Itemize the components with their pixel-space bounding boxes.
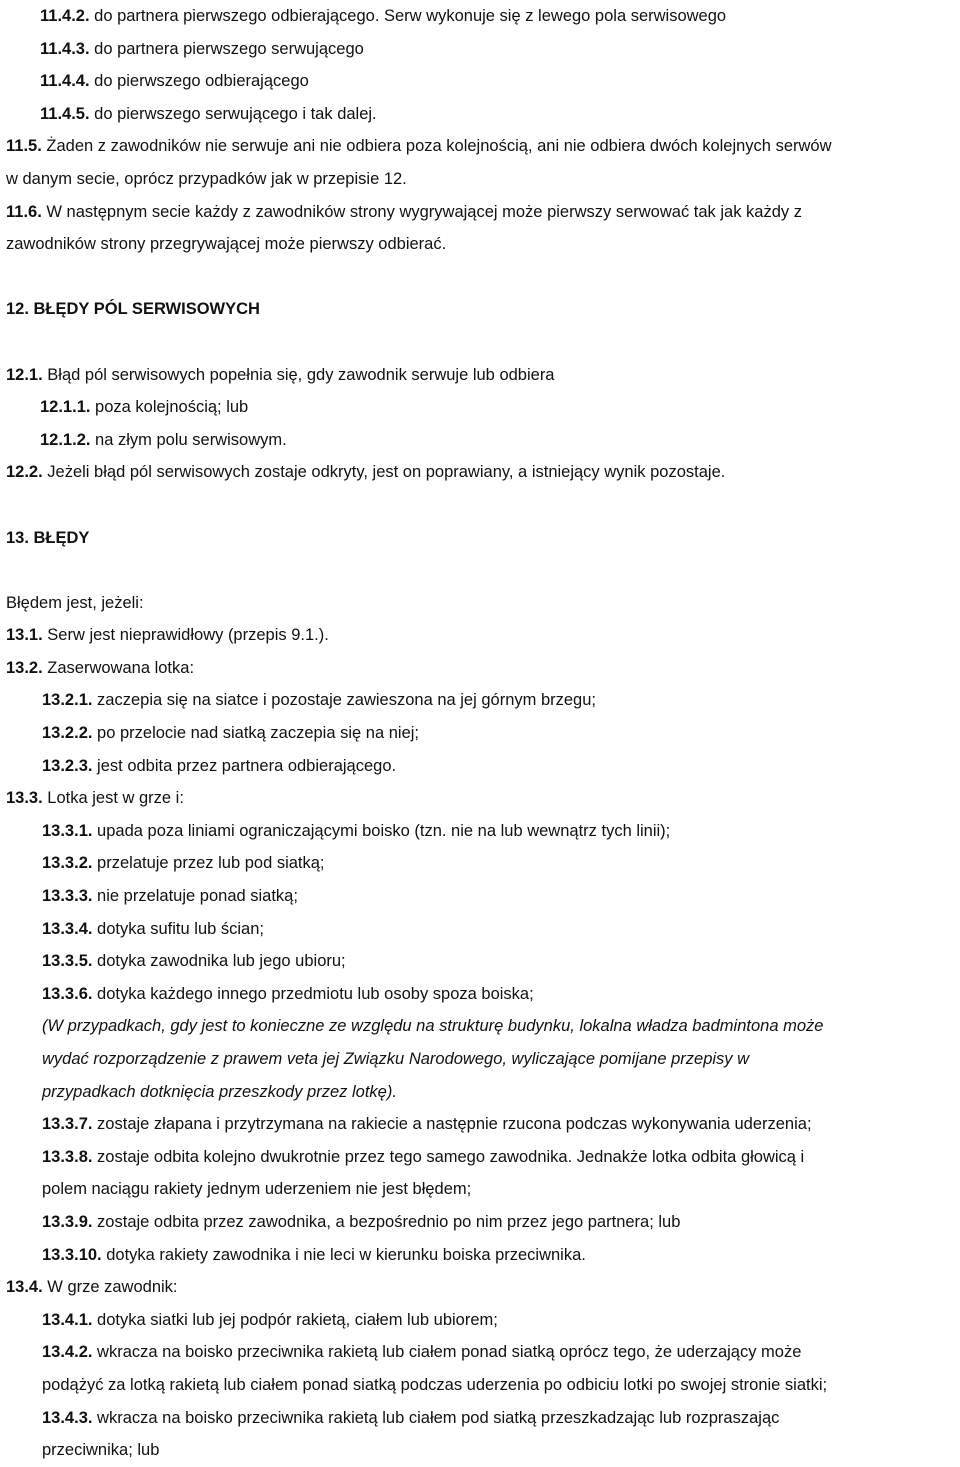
clause-number: 13.3.5. <box>42 952 93 971</box>
text-line <box>6 782 952 815</box>
section-heading <box>6 522 952 555</box>
text-line <box>6 1141 952 1174</box>
text-line <box>6 913 952 946</box>
clause-number: 13.3.8. <box>42 1147 93 1166</box>
heading-text: 13. BŁĘDY <box>6 528 90 547</box>
text-line <box>6 1043 952 1076</box>
text-line <box>6 196 952 229</box>
text-line <box>6 587 952 620</box>
clause-number: 11.5. <box>6 137 42 156</box>
clause-text: do pierwszego odbierającego <box>89 72 309 91</box>
clause-number: 13.3.10. <box>42 1245 102 1264</box>
blank-line <box>6 489 952 522</box>
text-line <box>6 1434 952 1467</box>
clause-text: na złym polu serwisowym. <box>90 430 287 449</box>
blank-line <box>6 261 952 294</box>
text-line <box>6 945 952 978</box>
clause-text: dotyka rakiety zawodnika i nie leci w kierunku boiska przeciwnika. <box>101 1245 586 1264</box>
clause-number: 13.3.7. <box>42 1115 93 1134</box>
clause-number: 11.6. <box>6 202 42 221</box>
clause-number: 13.2. <box>6 658 43 677</box>
clause-text: W grze zawodnik: <box>42 1278 178 1297</box>
clause-text: podążyć za lotką rakietą lub ciałem ponad siatką podczas uderzenia po odbiciu lotki po swojej stronie siatki; <box>42 1375 828 1394</box>
text-line <box>6 424 952 457</box>
text-line <box>6 750 952 783</box>
clause-number: 12.2. <box>6 463 43 482</box>
clause-text: wydać rozporządzenie z prawem veta jej Związku Narodowego, wyliczające pomijane przepisy w <box>42 1050 750 1068</box>
clause-number: 13.2.1. <box>42 691 93 710</box>
clause-text: Jeżeli błąd pól serwisowych zostaje odkryty, jest on poprawiany, a istniejący wynik pozostaje. <box>42 463 726 482</box>
text-line <box>6 1304 952 1337</box>
clause-text: do partnera pierwszego odbierającego. Serw wykonuje się z lewego pola serwisowego <box>89 7 727 25</box>
text-line <box>6 619 952 652</box>
text-line <box>6 1402 952 1435</box>
clause-number: 12.1. <box>6 365 43 384</box>
text-line <box>6 1369 952 1402</box>
text-line <box>6 0 952 33</box>
text-line <box>6 1336 952 1369</box>
clause-number: 13.1. <box>6 626 43 645</box>
text-line <box>6 98 952 131</box>
clause-text: dotyka zawodnika lub jego ubioru; <box>92 952 346 971</box>
clause-text: wkracza na boisko przeciwnika rakietą lub ciałem ponad siatką oprócz tego, że uderzający może <box>92 1343 802 1362</box>
clause-text: (W przypadkach, gdy jest to konieczne ze względu na strukturę budynku, lokalna władza badmintona może <box>42 1017 824 1036</box>
clause-number: 13.3.2. <box>42 854 93 873</box>
clause-number: 13.2.2. <box>42 724 93 743</box>
clause-text: polem naciągu rakiety jednym uderzeniem nie jest błędem; <box>42 1180 472 1199</box>
text-line <box>6 391 952 424</box>
clause-number: 11.4.4. <box>40 72 90 91</box>
text-line <box>6 1076 952 1109</box>
text-line <box>6 847 952 880</box>
clause-text: po przelocie nad siatką zaczepia się na niej; <box>92 724 419 743</box>
blank-line <box>6 326 952 359</box>
clause-text: przeciwnika; lub <box>42 1441 160 1460</box>
clause-number: 12.1.2. <box>40 430 91 449</box>
clause-text: dotyka każdego innego przedmiotu lub osoby spoza boiska; <box>92 984 534 1003</box>
section-heading <box>6 293 952 326</box>
clause-number: 13.4.2. <box>42 1343 93 1362</box>
clause-text: Błędem jest, jeżeli: <box>6 593 144 612</box>
clause-text: dotyka sufitu lub ścian; <box>92 919 264 938</box>
clause-number: 11.4.2. <box>40 7 90 25</box>
clause-number: 13.3.9. <box>42 1212 93 1231</box>
clause-text: nie przelatuje ponad siatką; <box>92 887 298 906</box>
clause-text: zawodników strony przegrywającej może pierwszy odbierać. <box>6 235 447 254</box>
clause-text: Lotka jest w grze i: <box>42 789 184 808</box>
blank-line <box>6 554 952 587</box>
heading-text: 12. BŁĘDY PÓL SERWISOWYCH <box>6 300 260 319</box>
text-line <box>6 1173 952 1206</box>
clause-number: 11.4.3. <box>40 39 90 58</box>
text-line <box>6 65 952 98</box>
clause-number: 13.2.3. <box>42 756 93 775</box>
clause-number: 13.3.3. <box>42 887 93 906</box>
text-line <box>6 880 952 913</box>
clause-text: Serw jest nieprawidłowy (przepis 9.1.). <box>42 626 329 645</box>
text-line <box>6 815 952 848</box>
text-line <box>6 978 952 1011</box>
clause-text: przypadkach dotknięcia przeszkody przez lotkę). <box>42 1082 397 1101</box>
clause-text: zostaje złapana i przytrzymana na rakiecie a następnie rzucona podczas wykonywania uderzenia; <box>92 1115 812 1134</box>
clause-text: W następnym secie każdy z zawodników strony wygrywającej może pierwszy serwować tak jak każdy z <box>41 202 802 221</box>
clause-text: wkracza na boisko przeciwnika rakietą lub ciałem pod siatką przeszkadzając lub rozpraszając <box>92 1408 780 1427</box>
text-line <box>6 652 952 685</box>
clause-text: zostaje odbita przez zawodnika, a bezpośrednio po nim przez jego partnera; lub <box>92 1212 681 1231</box>
clause-text: Zaserwowana lotka: <box>42 658 195 677</box>
clause-number: 12.1.1. <box>40 398 91 417</box>
clause-text: zostaje odbita kolejno dwukrotnie przez tego samego zawodnika. Jednakże lotka odbita głowicą i <box>92 1147 805 1166</box>
clause-text: dotyka siatki lub jej podpór rakietą, ciałem lub ubiorem; <box>92 1310 498 1329</box>
clause-text: Błąd pól serwisowych popełnia się, gdy zawodnik serwuje lub odbiera <box>42 365 555 384</box>
text-line <box>6 1206 952 1239</box>
text-line <box>6 163 952 196</box>
text-line <box>6 1108 952 1141</box>
clause-text: w danym secie, oprócz przypadków jak w przepisie 12. <box>6 169 407 188</box>
clause-text: zaczepia się na siatce i pozostaje zawieszona na jej górnym brzegu; <box>92 691 596 710</box>
clause-text: jest odbita przez partnera odbierającego. <box>92 756 397 775</box>
clause-number: 13.4.3. <box>42 1408 93 1427</box>
clause-number: 13.3.1. <box>42 821 93 840</box>
text-line <box>6 717 952 750</box>
clause-text: upada poza liniami ograniczającymi boisko (tzn. nie na lub wewnątrz tych linii); <box>92 821 671 840</box>
text-line <box>6 33 952 66</box>
text-line <box>6 456 952 489</box>
clause-number: 13.3.4. <box>42 919 93 938</box>
text-line <box>6 130 952 163</box>
text-line <box>6 228 952 261</box>
clause-number: 11.4.5. <box>40 104 90 123</box>
clause-number: 13.4.1. <box>42 1310 93 1329</box>
clause-text: poza kolejnością; lub <box>90 398 249 417</box>
clause-number: 13.3. <box>6 789 43 808</box>
clause-text: przelatuje przez lub pod siatką; <box>92 854 325 873</box>
text-line <box>6 359 952 392</box>
text-line <box>6 1010 952 1043</box>
clause-number: 13.4. <box>6 1278 43 1297</box>
text-line <box>6 1271 952 1304</box>
clause-text: Żaden z zawodników nie serwuje ani nie odbiera poza kolejnością, ani nie odbiera dwóch kolejnych serwów <box>41 137 832 156</box>
clause-text: do pierwszego serwującego i tak dalej. <box>89 104 377 123</box>
clause-text: do partnera pierwszego serwującego <box>89 39 364 58</box>
text-line <box>6 684 952 717</box>
clause-number: 13.3.6. <box>42 984 93 1003</box>
text-line <box>6 1239 952 1272</box>
